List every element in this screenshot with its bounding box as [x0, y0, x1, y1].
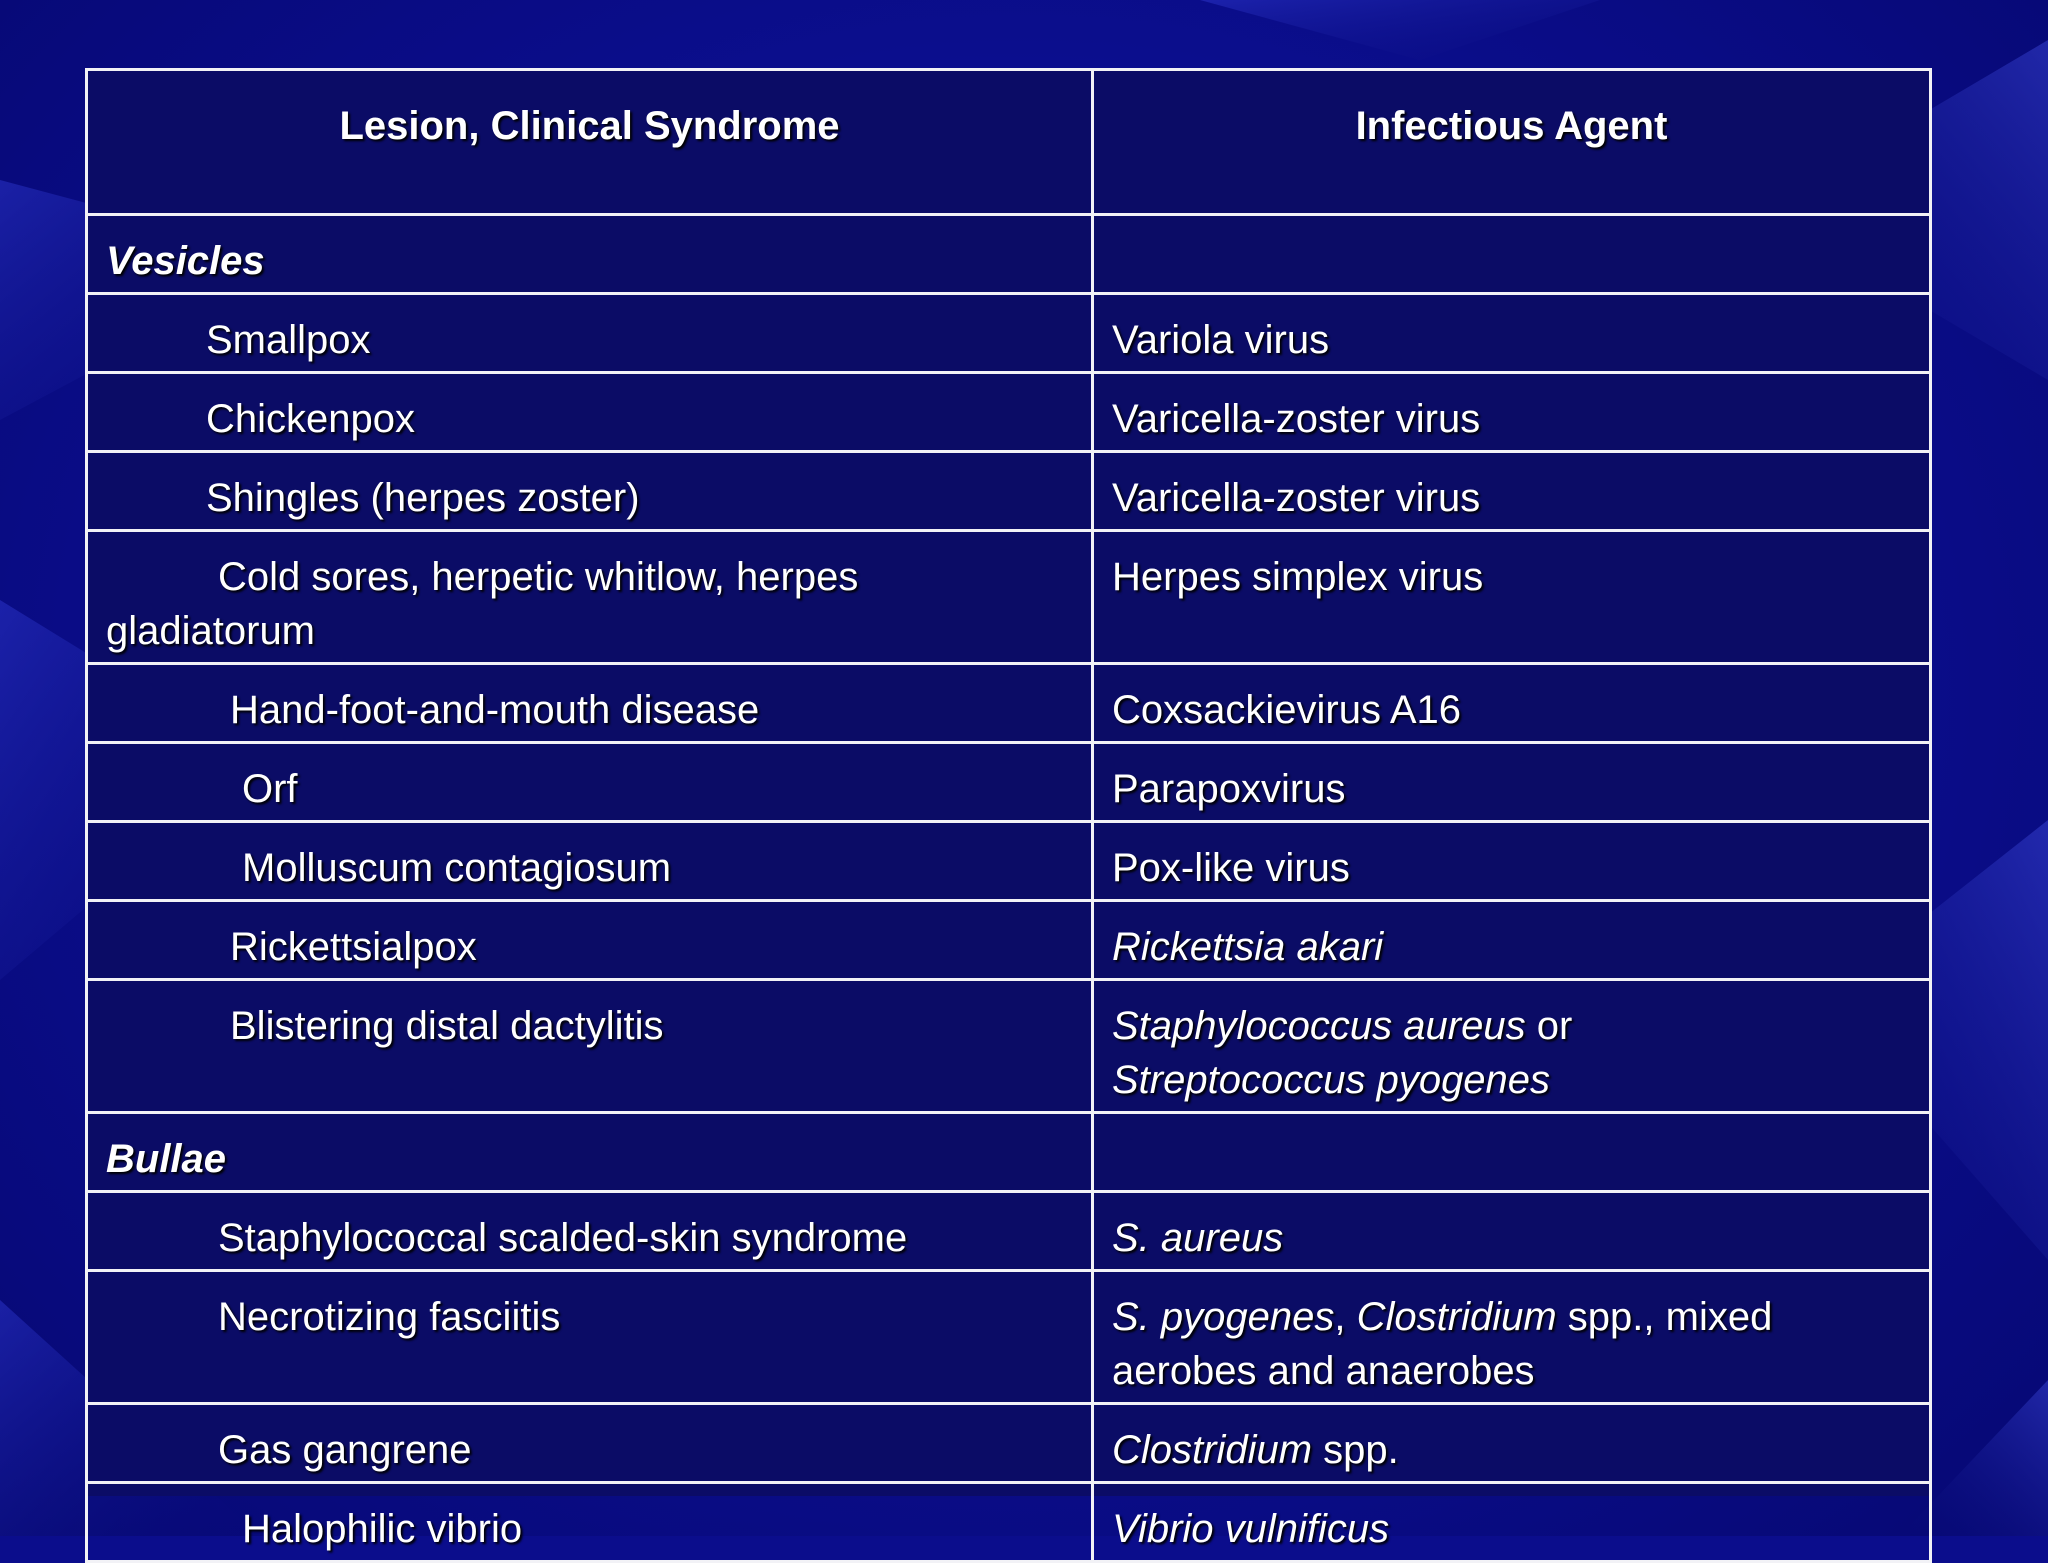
agent-cell [1093, 1483, 1931, 1562]
section-agent-empty [1093, 1113, 1931, 1192]
lesion-cell: Smallpox [87, 294, 1093, 373]
agent-cell [1093, 901, 1931, 980]
agent-cell [1093, 980, 1931, 1113]
lesion-cell: Blistering distal dactylitis [87, 980, 1093, 1113]
infection-table [85, 68, 1932, 1563]
lesion-cell: Gas gangrene [87, 1404, 1093, 1483]
table-row [87, 1483, 1931, 1562]
lesion-text: Cold sores, herpetic whitlow, herpes gladiatorum [106, 555, 859, 653]
agent-italic-text: Rickettsia akari [1112, 925, 1384, 969]
section-agent-empty [1093, 215, 1931, 294]
agent-cell: Varicella-zoster virus [1093, 452, 1931, 531]
agent-cell: Pox-like virus [1093, 822, 1931, 901]
section-label: Bullae [87, 1113, 1093, 1192]
table-row [87, 294, 1931, 373]
lesion-cell: Molluscum contagiosum [87, 822, 1093, 901]
agent-cell: Variola virus [1093, 294, 1931, 373]
agent-plain-text: or [1525, 1004, 1573, 1048]
agent-plain-text: , [1334, 1295, 1357, 1339]
table-row [87, 1271, 1931, 1404]
agent-cell: Varicella-zoster virus [1093, 373, 1931, 452]
agent-italic-text: Streptococcus pyogenes [1112, 1058, 1551, 1102]
agent-italic-text: Clostridium [1112, 1428, 1313, 1472]
agent-cell: Herpes simplex virus [1093, 531, 1931, 664]
lesion-cell: Shingles (herpes zoster) [87, 452, 1093, 531]
agent-cell: Parapoxvirus [1093, 743, 1931, 822]
table-row [87, 452, 1931, 531]
table-row [87, 1192, 1931, 1271]
agent-cell [1093, 1404, 1931, 1483]
agent-italic-text: Staphylococcus aureus [1112, 1004, 1526, 1048]
lesion-cell: Halophilic vibrio [87, 1483, 1093, 1562]
table-row [87, 822, 1931, 901]
table-row [87, 1404, 1931, 1483]
section-row-vesicles [87, 215, 1931, 294]
table-row [87, 901, 1931, 980]
agent-cell: Coxsackievirus A16 [1093, 664, 1931, 743]
header-agent: Infectious Agent [1093, 70, 1931, 215]
section-label: Vesicles [87, 215, 1093, 294]
table-row [87, 980, 1931, 1113]
lesion-cell: Hand-foot-and-mouth disease [87, 664, 1093, 743]
lesion-cell: Orf [87, 743, 1093, 822]
table-header-row [87, 70, 1931, 215]
infection-table-container [85, 68, 1929, 1551]
agent-cell [1093, 1192, 1931, 1271]
lesion-cell: Necrotizing fasciitis [87, 1271, 1093, 1404]
lesion-cell [87, 531, 1093, 664]
agent-plain-text: spp. [1312, 1428, 1399, 1472]
lesion-cell: Chickenpox [87, 373, 1093, 452]
lesion-cell: Rickettsialpox [87, 901, 1093, 980]
agent-italic-text: Clostridium [1356, 1295, 1557, 1339]
agent-italic-text: S. aureus [1112, 1216, 1284, 1260]
lesion-cell: Staphylococcal scalded-skin syndrome [87, 1192, 1093, 1271]
agent-plain-text: spp., mixed aerobes and anaerobes [1112, 1295, 1773, 1393]
agent-italic-text: Vibrio vulnificus [1112, 1507, 1390, 1551]
table-row [87, 664, 1931, 743]
header-lesion: Lesion, Clinical Syndrome [87, 70, 1093, 215]
section-row-bullae [87, 1113, 1931, 1192]
agent-cell [1093, 1271, 1931, 1404]
agent-italic-text: S. pyogenes [1112, 1295, 1335, 1339]
table-row [87, 373, 1931, 452]
table-row [87, 743, 1931, 822]
table-row [87, 531, 1931, 664]
